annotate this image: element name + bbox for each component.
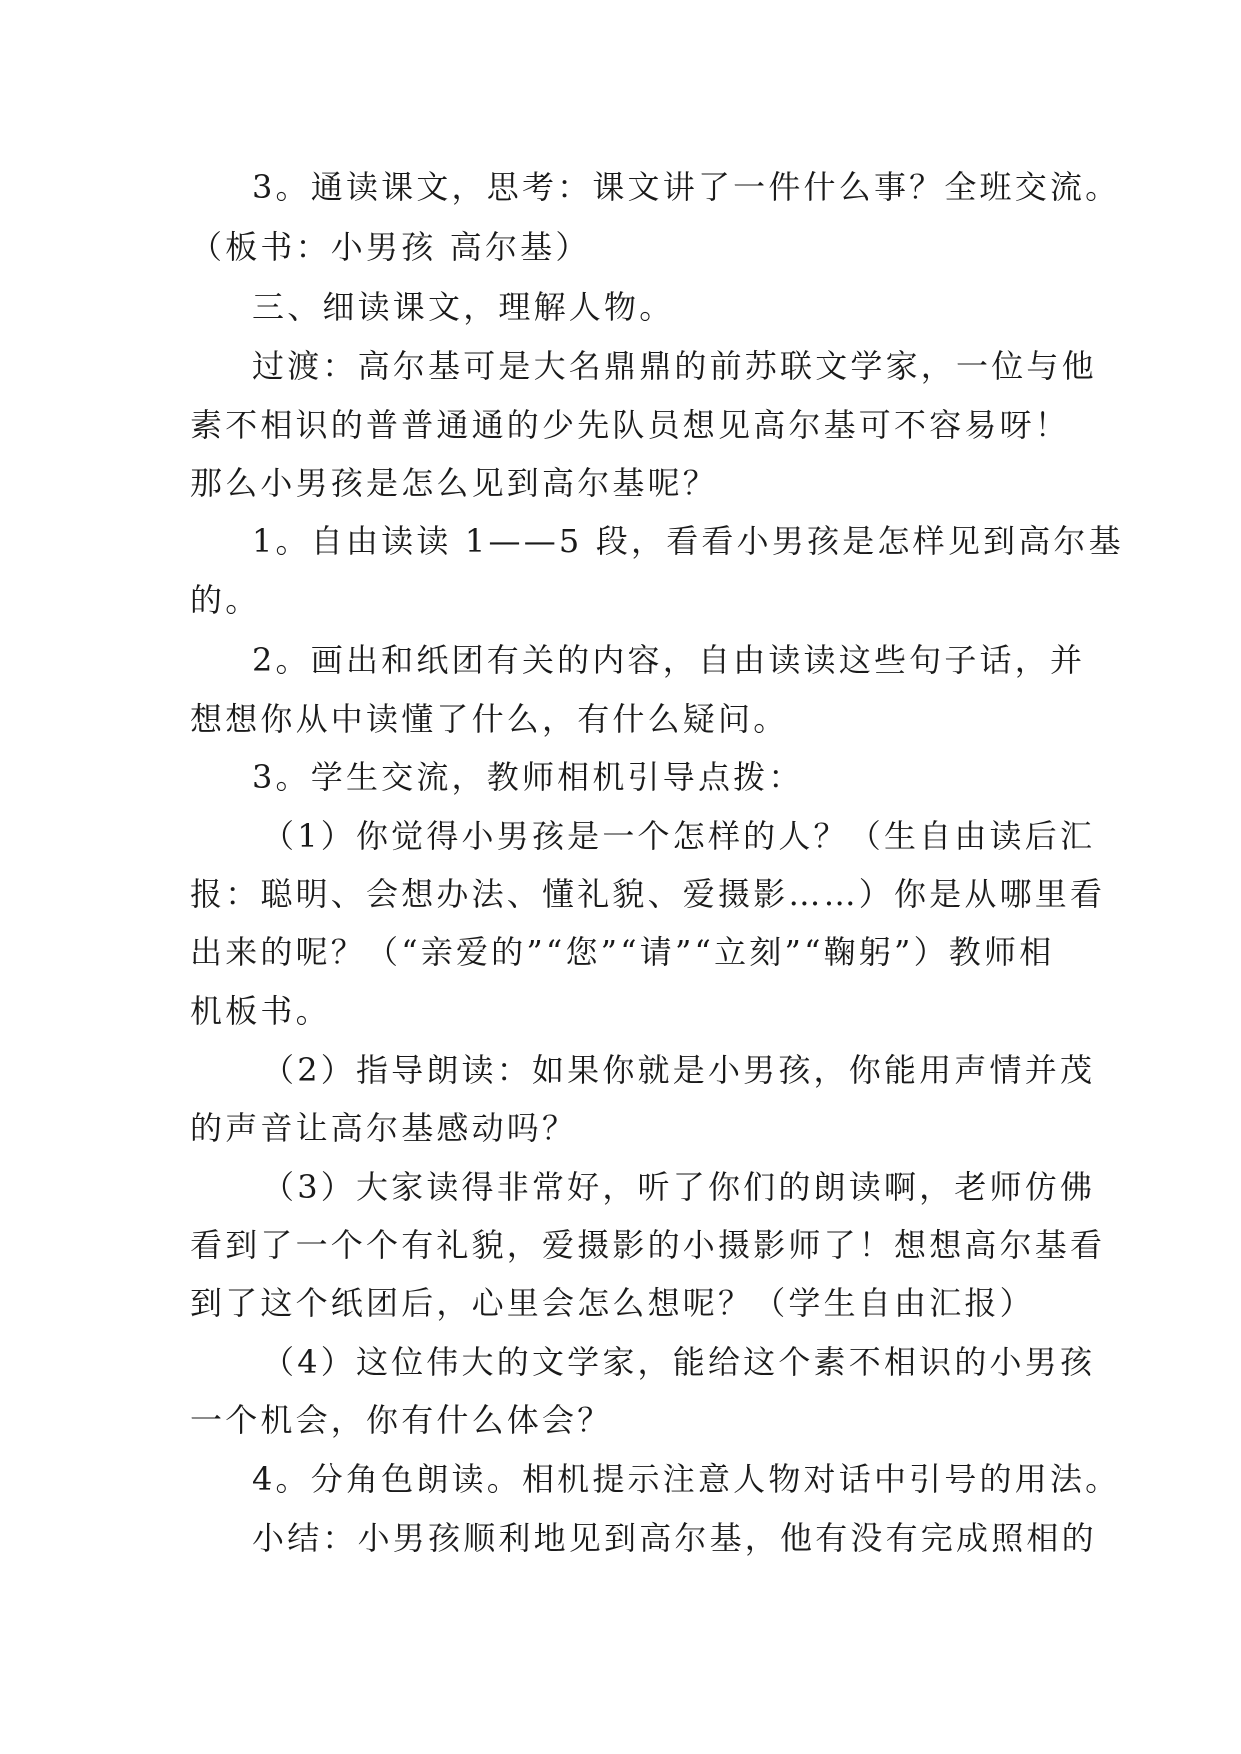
text-line: 那么小男孩是怎么见到高尔基呢？ [190, 464, 719, 502]
text-line: 想想你从中读懂了什么，有什么疑问。 [190, 700, 789, 738]
text-line: 报：聪明、会想办法、懂礼貌、爱摄影……）你是从哪里看 [190, 875, 1106, 913]
text-line: 2。画出和纸团有关的内容，自由读读这些句子话，并 [252, 641, 1086, 679]
text-line: 3。学生交流，教师相机引导点拨： [252, 758, 804, 796]
section-heading: 三、细读课文，理解人物。 [252, 288, 675, 326]
text-line: 的。 [190, 581, 261, 619]
text-line: 小结：小男孩顺利地见到高尔基，他有没有完成照相的 [252, 1519, 1097, 1557]
text-line: 到了这个纸团后，心里会怎么想呢？（学生自由汇报） [190, 1284, 1035, 1322]
text-line: （4）这位伟大的文学家，能给这个素不相识的小男孩 [262, 1343, 1096, 1381]
text-line: 出来的呢？（“亲爱的”“您”“请”“立刻”“鞠躬”）教师相 [190, 933, 1055, 971]
text-line: 机板书。 [190, 992, 331, 1030]
text-line: （2）指导朗读：如果你就是小男孩，你能用声情并茂 [262, 1051, 1096, 1089]
text-line: 的声音让高尔基感动吗？ [190, 1109, 578, 1147]
text-line: 一个机会，你有什么体会？ [190, 1401, 613, 1439]
text-line: 看到了一个个有礼貌，爱摄影的小摄影师了！想想高尔基看 [190, 1226, 1106, 1264]
text-line: （3）大家读得非常好，听了你们的朗读啊，老师仿佛 [262, 1168, 1096, 1206]
text-line: （1）你觉得小男孩是一个怎样的人？（生自由读后汇 [262, 817, 1096, 855]
text-line: 4。分角色朗读。相机提示注意人物对话中引号的用法。 [252, 1460, 1121, 1498]
text-line: （板书：小男孩 高尔基） [190, 228, 591, 266]
text-line: 素不相识的普普通通的少先队员想见高尔基可不容易呀！ [190, 406, 1071, 444]
text-line: 过渡：高尔基可是大名鼎鼎的前苏联文学家，一位与他 [252, 347, 1097, 385]
text-line: 3。通读课文，思考：课文讲了一件什么事？全班交流。 [252, 168, 1121, 206]
text-line: 1。自由读读 1——5 段，看看小男孩是怎样见到高尔基 [252, 522, 1124, 560]
